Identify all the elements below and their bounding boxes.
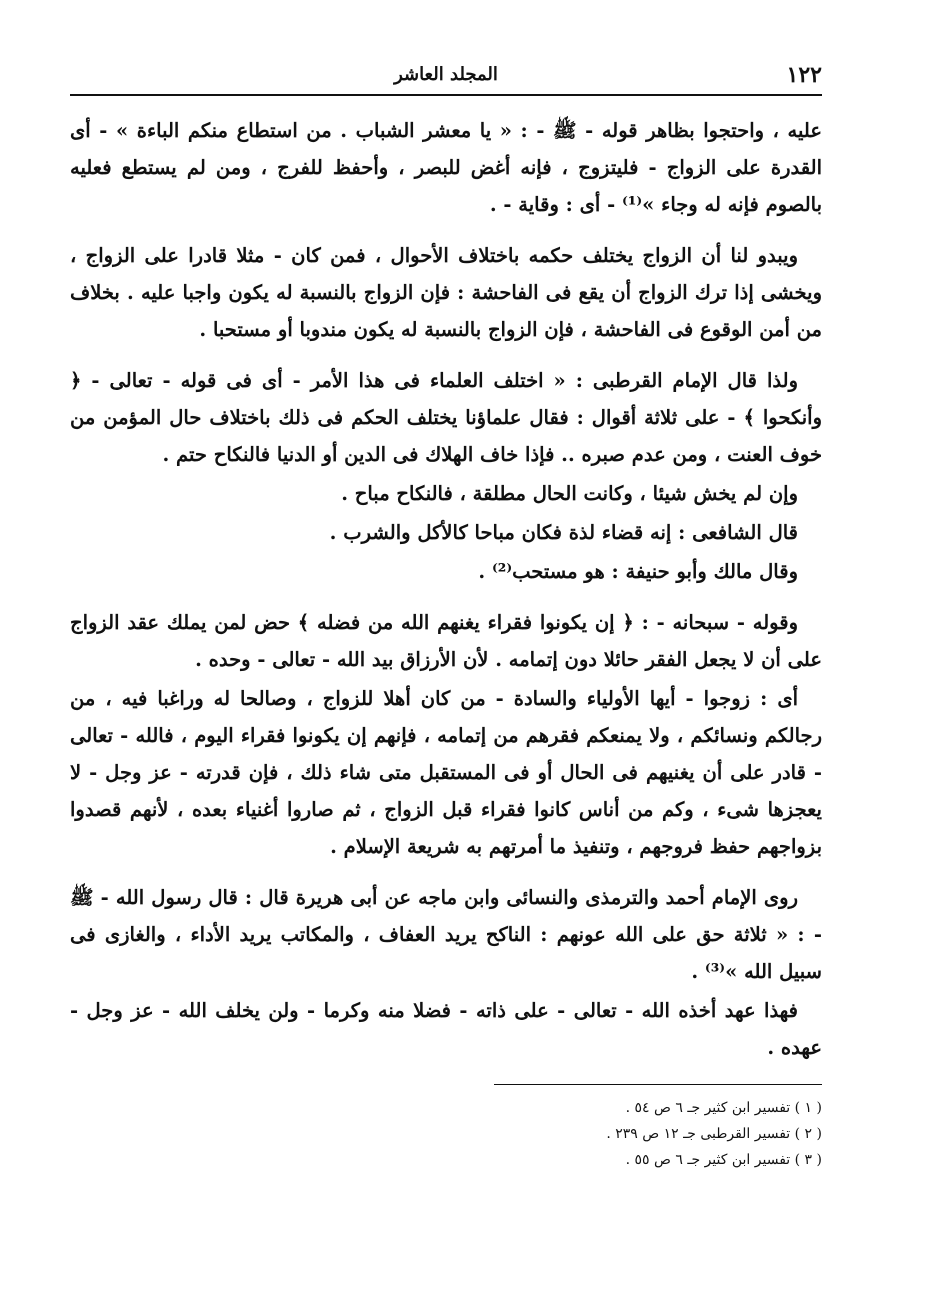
footnote: ( ٢ ) تفسير القرطبى جـ ١٢ ص ٢٣٩ . xyxy=(606,1126,822,1142)
paragraph: أى : زوجوا - أيها الأولياء والسادة - من كان أهلا للزواج ، وصالحا له وراغبا فيه ، من رجالكم ونسائكم ، ولا يمنعكم فقرهم من إتمامه ، فإنهم إن يكونوا فقراء اليوم ، فالله - تعالى - قادر على أن يغنيهم فى الحال أو فى المستقبل متى شاء ذلك ، فإن قدرته - عز وجل - لا يعجزها شىء ، وكم من أناس كانوا فقراء قبل الزواج ، ثم صاروا أغنياء بعده ، لأنهم قصدوا بزواجهم حفظ فروجهم ، وتنفيذ ما أمرتهم به شريعة الإسلام . xyxy=(70,687,822,858)
page-header xyxy=(70,60,822,96)
footnote-divider xyxy=(494,1084,822,1085)
paragraph: عليه ، واحتجوا بظاهر قوله - ﷺ - : « يا معشر الشباب . من استطاع منكم الباءة » - أى القدرة على الزواج - فليتزوج ، فإنه أغض للبصر ، وأحفظ للفرج ، ومن لم يستطع فعليه بالصوم فإنه له وجاء »⁽¹⁾ - أى : وقاية - . xyxy=(70,119,822,216)
paragraph: ويبدو لنا أن الزواج يختلف حكمه باختلاف الأحوال ، فمن كان - مثلا قادرا على الزواج ، ويخشى إذا ترك الزواج أن يقع فى الفاحشة : فإن الزواج بالنسبة له يكون واجبا عليه . بخلاف من أمن الوقوع فى الفاحشة ، فإن الزواج بالنسبة له يكون مندوبا أو مستحبا . xyxy=(70,244,822,341)
footnote: ( ١ ) تفسير ابن كثير جـ ٦ ص ٥٤ . xyxy=(625,1100,822,1116)
page-number: ١٢٢ xyxy=(786,62,822,88)
paragraph: وإن لم يخش شيئا ، وكانت الحال مطلقة ، فالنكاح مباح . xyxy=(341,482,798,505)
paragraph: وقال مالك وأبو حنيفة : هو مستحب⁽²⁾ . xyxy=(478,560,798,583)
document-page xyxy=(70,60,822,1260)
paragraph: وقوله - سبحانه - : ﴿ إن يكونوا فقراء يغنهم الله من فضله ﴾ حض لمن يملك عقد الزواج على أن لا يجعل الفقر حائلا دون إتمامه . لأن الأرزاق بيد الله - تعالى - وحده . xyxy=(70,611,822,671)
paragraph: روى الإمام أحمد والترمذى والنسائى وابن ماجه عن أبى هريرة قال : قال رسول الله - ﷺ - : « ثلاثة حق على الله عونهم : الناكح يريد العفاف ، والمكاتب يريد الأداء ، والغازى فى سبيل الله »⁽³⁾ . xyxy=(70,886,822,983)
footnote: ( ٣ ) تفسير ابن كثير جـ ٦ ص ٥٥ . xyxy=(625,1152,822,1168)
main-text xyxy=(70,112,822,1066)
footnotes xyxy=(70,1095,822,1173)
paragraph: قال الشافعى : إنه قضاء لذة فكان مباحا كالأكل والشرب . xyxy=(329,521,798,544)
paragraph: ولذا قال الإمام القرطبى : « اختلف العلماء فى هذا الأمر - أى فى قوله - تعالى - ﴿ وأنكحوا ﴾ - على ثلاثة أقوال : فقال علماؤنا يختلف الحكم فى ذلك باختلاف حال المؤمن من خوف العنت ، ومن عدم صبره .. فإذا خاف الهلاك فى الدين أو الدنيا فالنكاح حتم . xyxy=(70,369,822,466)
running-title: المجلد العاشر xyxy=(394,64,498,85)
paragraph: فهذا عهد أخذه الله - تعالى - على ذاته - فضلا منه وكرما - ولن يخلف الله - عز وجل - عهده . xyxy=(70,999,822,1059)
